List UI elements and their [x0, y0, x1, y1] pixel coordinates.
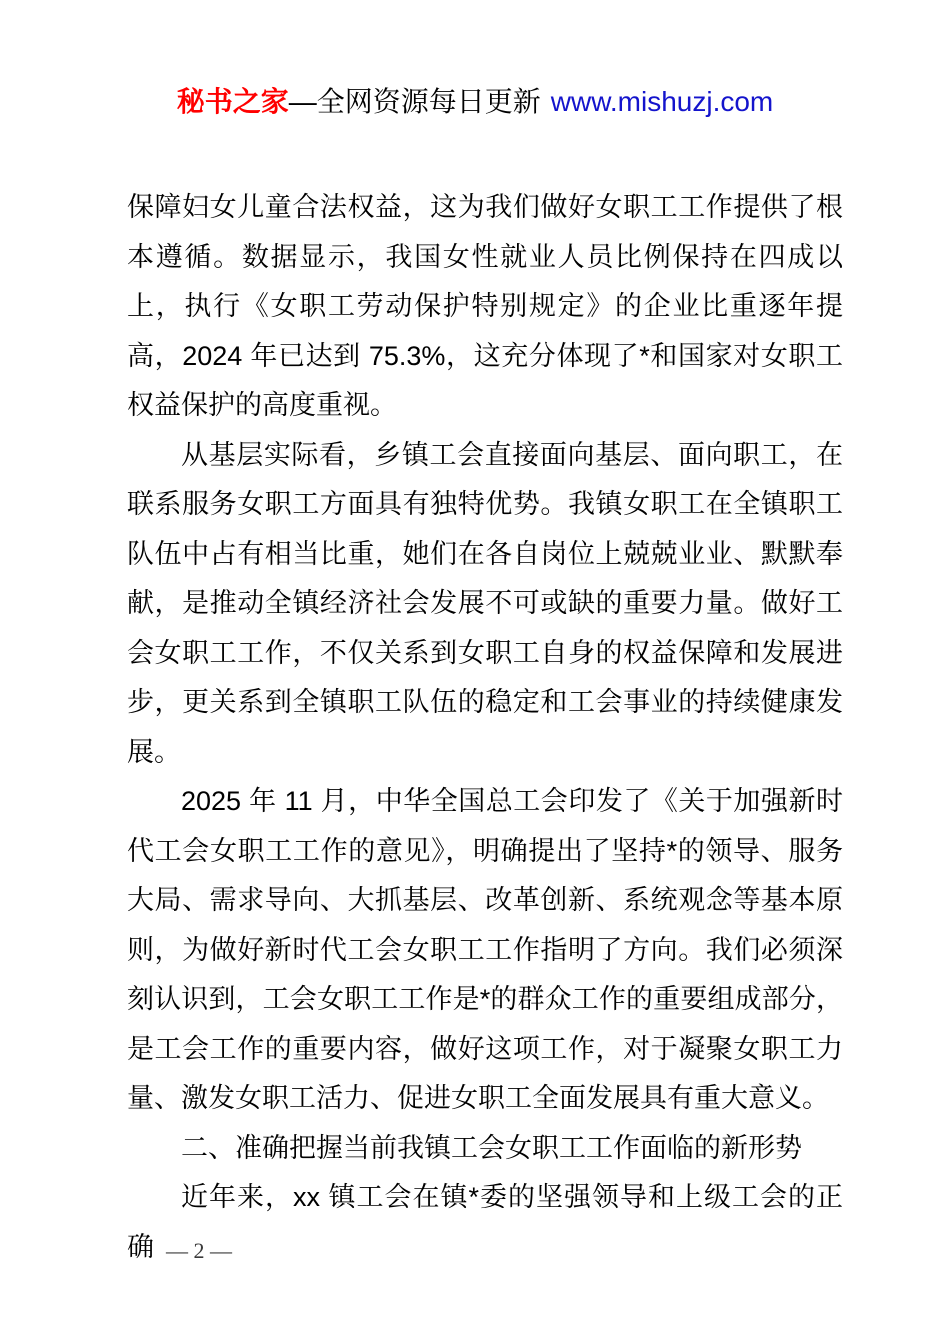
page-number: — 2 —	[166, 1238, 232, 1263]
site-header	[0, 84, 950, 120]
paragraph: 2025 年 11 月，中华全国总工会印发了《关于加强新时代工会女职工工作的意见》，明确提出了坚持*的领导、服务大局、需求导向、大抓基层、改革创新、系统观念等基本原则，为做好新时代工会女职工工作指明了方向。我们必须深刻认识到，工会女职工工作是*的群众工作的重要组成部分，是工会工作的重要内容，做好这项工作，对于凝聚女职工力量、激发女职工活力、促进女职工全面发展具有重大意义。	[127, 786, 843, 1113]
document-body	[127, 183, 843, 1272]
paragraph-continuation: 保障妇女儿童合法权益，这为我们做好女职工工作提供了根本遵循。数据显示，我国女性就业人员比例保持在四成以上，执行《女职工劳动保护特别规定》的企业比重逐年提高，2024 年已达到 75.3%，这充分体现了*和国家对女职工权益保护的高度重视。	[127, 192, 843, 420]
site-tagline: —全网资源每日更新	[288, 86, 541, 117]
site-url[interactable]: www.mishuzj.com	[550, 86, 774, 117]
paragraph: 从基层实际看，乡镇工会直接面向基层、面向职工，在联系服务女职工方面具有独特优势。我镇女职工在全镇职工队伍中占有相当比重，她们在各自岗位上兢兢业业、默默奉献，是推动全镇经济社会发展不可或缺的重要力量。做好工会女职工工作，不仅关系到女职工自身的权益保障和发展进步，更关系到全镇职工队伍的稳定和工会事业的持续健康发展。	[127, 439, 843, 767]
section-heading: 二、准确把握当前我镇工会女职工工作面临的新形势	[181, 1132, 802, 1163]
paragraph: 近年来，xx 镇工会在镇*委的坚强领导和上级工会的正确	[127, 1182, 843, 1262]
site-brand: 秘书之家	[176, 86, 289, 117]
page-footer	[126, 1237, 272, 1265]
